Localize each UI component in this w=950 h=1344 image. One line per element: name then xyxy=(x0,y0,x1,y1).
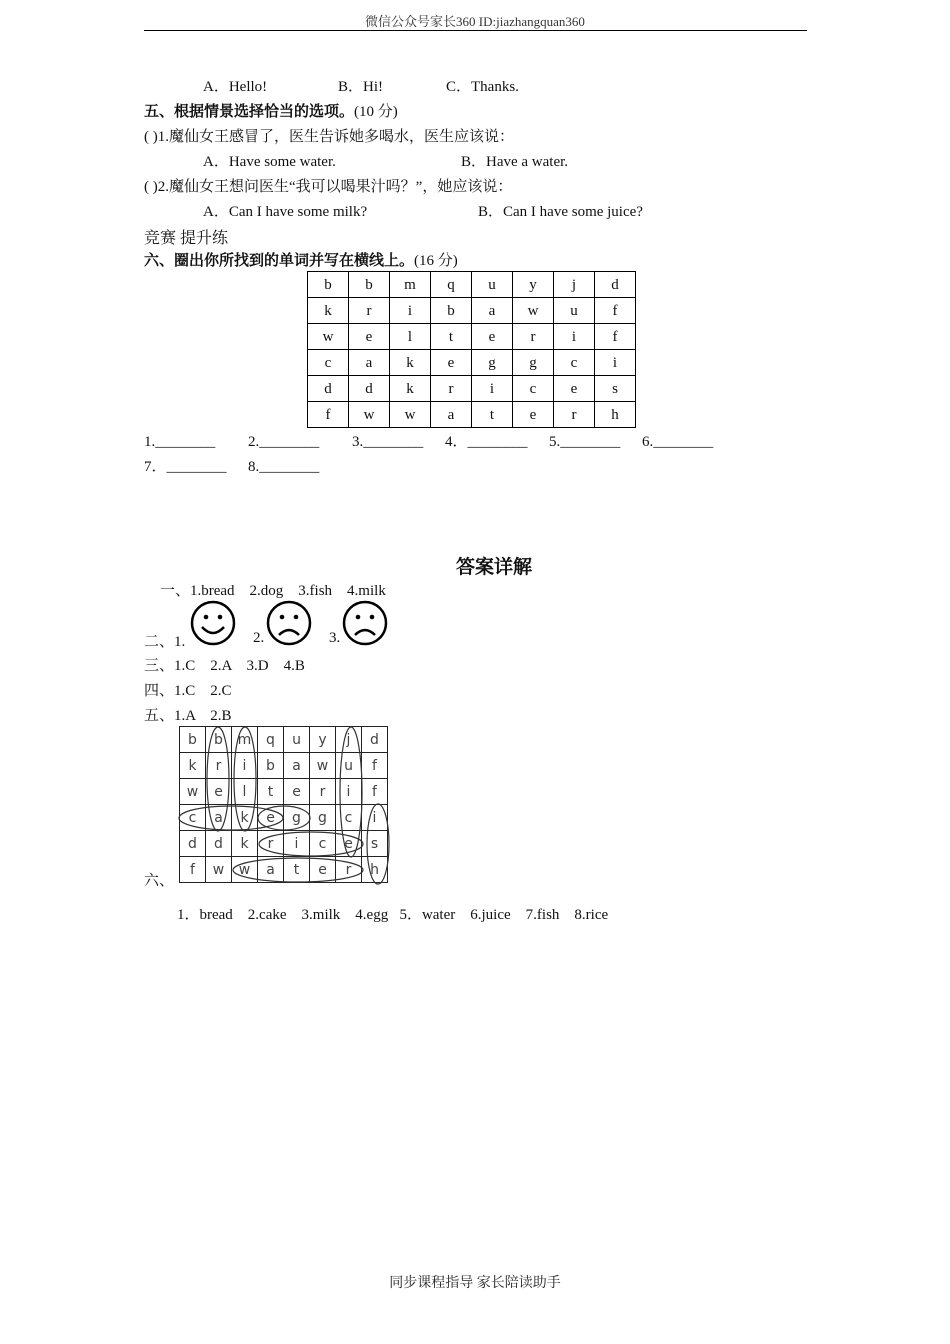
blanks-row-2 xyxy=(144,455,319,476)
answer-letter-cell: u xyxy=(284,727,310,753)
q4-option-b: B．Hi! xyxy=(338,79,384,95)
letter-cell: r xyxy=(349,298,390,324)
answer-letter-cell: c xyxy=(336,805,362,831)
letter-cell: g xyxy=(472,350,513,376)
letter-cell: e xyxy=(349,324,390,350)
letter-row xyxy=(308,402,636,428)
page-header: 微信公众号家长360 ID:jiazhangquan360 xyxy=(365,14,585,29)
answer-letter-cell: d xyxy=(206,831,232,857)
answers-section1: 一、1.bread 2.dog 3.fish 4.milk xyxy=(160,583,386,599)
answer-letter-cell: w xyxy=(310,753,336,779)
answer-letter-cell: e xyxy=(258,805,284,831)
letter-row xyxy=(308,350,636,376)
letter-cell: e xyxy=(513,402,554,428)
answers-section4: 四、1.C 2.C xyxy=(144,683,232,699)
answer-letter-cell: r xyxy=(310,779,336,805)
sad-face-icon xyxy=(266,600,312,646)
circle-juice xyxy=(340,727,362,857)
letter-cell: r xyxy=(554,402,595,428)
letter-cell: g xyxy=(513,350,554,376)
letter-cell: r xyxy=(431,376,472,402)
answer-letter-cell: e xyxy=(206,779,232,805)
section5-q2-option-b: B．Can I have some juice? xyxy=(478,204,643,220)
answer-letter-cell: i xyxy=(362,805,388,831)
section5-q1 xyxy=(144,125,514,146)
letter-cell: c xyxy=(554,350,595,376)
answer-letter-cell: a xyxy=(206,805,232,831)
answer-letter-cell: m xyxy=(232,727,258,753)
answers-section2-n3: 3. xyxy=(329,630,341,646)
answer-letter-cell: k xyxy=(232,831,258,857)
letter-cell: q xyxy=(431,272,472,298)
letter-cell: i xyxy=(595,350,636,376)
letter-cell: s xyxy=(595,376,636,402)
section5-q1-option-a: A．Have some water. xyxy=(203,154,336,170)
letter-cell: c xyxy=(308,350,349,376)
letter-cell: w xyxy=(308,324,349,350)
letter-cell: d xyxy=(349,376,390,402)
letter-row xyxy=(308,376,636,402)
letter-cell: c xyxy=(513,376,554,402)
blanks-row-1 xyxy=(144,430,713,451)
blank-8[interactable]: 8.________ xyxy=(248,459,320,475)
circle-fish xyxy=(367,804,389,884)
letter-cell: a xyxy=(349,350,390,376)
question-stem: 2.魔仙女王想问医生“我可以喝果汁吗？”，她应该说： xyxy=(157,179,513,195)
letter-cell: e xyxy=(554,376,595,402)
answer-letter-cell: w xyxy=(180,779,206,805)
answer-letter-cell: s xyxy=(362,831,388,857)
circle-water xyxy=(233,858,363,882)
section6-score: (16 分) xyxy=(414,253,458,269)
page-footer: 同步课程指导 家长陪读助手 xyxy=(389,1276,561,1291)
section6-title: 六、圈出你所找到的单词并写在横线上。 xyxy=(144,253,415,269)
letter-cell: b xyxy=(349,272,390,298)
answers-section6-words: 1．bread 2.cake 3.milk 4.egg 5．water 6.juice 7.fish 8.rice xyxy=(177,907,609,923)
letter-cell: k xyxy=(390,350,431,376)
answer-letter-cell: u xyxy=(336,753,362,779)
letter-cell: w xyxy=(513,298,554,324)
answer-letter-cell: e xyxy=(310,857,336,883)
answer-letter-cell: t xyxy=(258,779,284,805)
circle-milk xyxy=(234,727,256,831)
letter-cell: l xyxy=(390,324,431,350)
answer-letter-cell: i xyxy=(336,779,362,805)
letter-cell: w xyxy=(349,402,390,428)
answer-letter-cell: h xyxy=(362,857,388,883)
answer-letter-cell: t xyxy=(284,857,310,883)
answer-letter-cell: i xyxy=(284,831,310,857)
blank-2[interactable]: 2.________ xyxy=(248,434,320,450)
section5-heading xyxy=(144,100,398,121)
letter-cell: i xyxy=(472,376,513,402)
blank-5[interactable]: 5.________ xyxy=(549,434,621,450)
letter-cell: d xyxy=(308,376,349,402)
answer-letter-cell: f xyxy=(362,779,388,805)
answer-letter-cell: f xyxy=(362,753,388,779)
circle-rice xyxy=(259,832,363,856)
letter-cell: t xyxy=(472,402,513,428)
answer-letter-cell: a xyxy=(258,857,284,883)
answer-letter-cell: i xyxy=(232,753,258,779)
answer-letter-cell: g xyxy=(310,805,336,831)
answer-letter-cell: a xyxy=(284,753,310,779)
q4-option-c: C．Thanks. xyxy=(446,79,519,95)
blank-3[interactable]: 3.________ xyxy=(352,434,424,450)
answer-letter-cell: r xyxy=(336,857,362,883)
answer-letter-cell: w xyxy=(232,857,258,883)
sad-face-icon xyxy=(342,600,388,646)
answer-letter-cell: e xyxy=(336,831,362,857)
answer-letter-cell: b xyxy=(206,727,232,753)
answer-letter-cell: r xyxy=(258,831,284,857)
answer-paren: ( ) xyxy=(144,129,158,145)
blank-6[interactable]: 6.________ xyxy=(642,434,714,450)
answer-paren: ( ) xyxy=(144,179,158,195)
answer-letter-cell: b xyxy=(180,727,206,753)
letter-cell: e xyxy=(431,350,472,376)
answer-letter-cell: f xyxy=(180,857,206,883)
answers-section2-n2: 2. xyxy=(253,630,265,646)
letter-cell: r xyxy=(513,324,554,350)
answers-section6-label: 六、 xyxy=(144,873,175,889)
letter-cell: e xyxy=(472,324,513,350)
answer-letter-cell: e xyxy=(284,779,310,805)
question-stem: 1.魔仙女王感冒了，医生告诉她多喝水，医生应该说： xyxy=(157,129,515,145)
letter-cell: t xyxy=(431,324,472,350)
q4-option-a: A．Hello! xyxy=(203,79,268,95)
blank-1[interactable]: 1.________ xyxy=(144,434,216,450)
answer-circles xyxy=(179,726,392,885)
answer-letter-cell: w xyxy=(206,857,232,883)
answer-letter-cell: j xyxy=(336,727,362,753)
circle-bread xyxy=(207,727,229,831)
answer-letter-cell: k xyxy=(180,753,206,779)
answer-letter-cell: d xyxy=(180,831,206,857)
answer-letter-cell: g xyxy=(284,805,310,831)
circle-cake xyxy=(179,806,283,830)
answer-letter-cell: b xyxy=(258,753,284,779)
section5-q2 xyxy=(144,175,512,196)
letter-cell: j xyxy=(554,272,595,298)
blank-7[interactable]: 7．________ xyxy=(144,459,227,475)
letter-cell: b xyxy=(431,298,472,324)
answer-letter-cell: l xyxy=(232,779,258,805)
section5-q1-option-b: B．Have a water. xyxy=(461,154,569,170)
answer-letter-cell: r xyxy=(206,753,232,779)
section6-heading xyxy=(144,249,458,270)
answers-section5: 五、1.A 2.B xyxy=(144,708,232,724)
answer-letter-cell: y xyxy=(310,727,336,753)
answers-section3: 三、1.C 2.A 3.D 4.B xyxy=(144,658,305,674)
letter-row xyxy=(308,272,636,298)
blank-4[interactable]: 4．________ xyxy=(445,434,528,450)
letter-row xyxy=(308,298,636,324)
letter-cell: a xyxy=(472,298,513,324)
answer-letter-cell: k xyxy=(232,805,258,831)
letter-cell: u xyxy=(472,272,513,298)
letter-cell: i xyxy=(554,324,595,350)
letter-cell: h xyxy=(595,402,636,428)
section5-title: 五、根据情景选择恰当的选项。 xyxy=(144,104,355,120)
section5-q2-option-a: A．Can I have some milk? xyxy=(203,204,368,220)
letter-cell: k xyxy=(308,298,349,324)
letter-cell: m xyxy=(390,272,431,298)
answer-letter-cell: c xyxy=(310,831,336,857)
letter-row xyxy=(308,324,636,350)
letter-cell: f xyxy=(595,324,636,350)
letter-cell: d xyxy=(595,272,636,298)
answers-title: 答案详解 xyxy=(455,557,532,578)
competition-label: 竞赛 提升练 xyxy=(144,230,229,247)
letter-cell: i xyxy=(390,298,431,324)
letter-cell: f xyxy=(595,298,636,324)
answers-section2-label: 二、1. xyxy=(144,634,186,650)
letter-cell: f xyxy=(308,402,349,428)
answer-letter-cell: q xyxy=(258,727,284,753)
letter-cell: y xyxy=(513,272,554,298)
letter-cell: a xyxy=(431,402,472,428)
word-search-grid xyxy=(307,271,636,428)
smiling-face-icon xyxy=(190,600,236,646)
letter-cell: u xyxy=(554,298,595,324)
answer-letter-cell: d xyxy=(362,727,388,753)
circle-egg xyxy=(258,806,310,830)
answer-letter-cell: c xyxy=(180,805,206,831)
letter-cell: w xyxy=(390,402,431,428)
header-divider xyxy=(144,30,807,31)
letter-cell: k xyxy=(390,376,431,402)
section5-score: (10 分) xyxy=(354,104,398,120)
letter-cell: b xyxy=(308,272,349,298)
